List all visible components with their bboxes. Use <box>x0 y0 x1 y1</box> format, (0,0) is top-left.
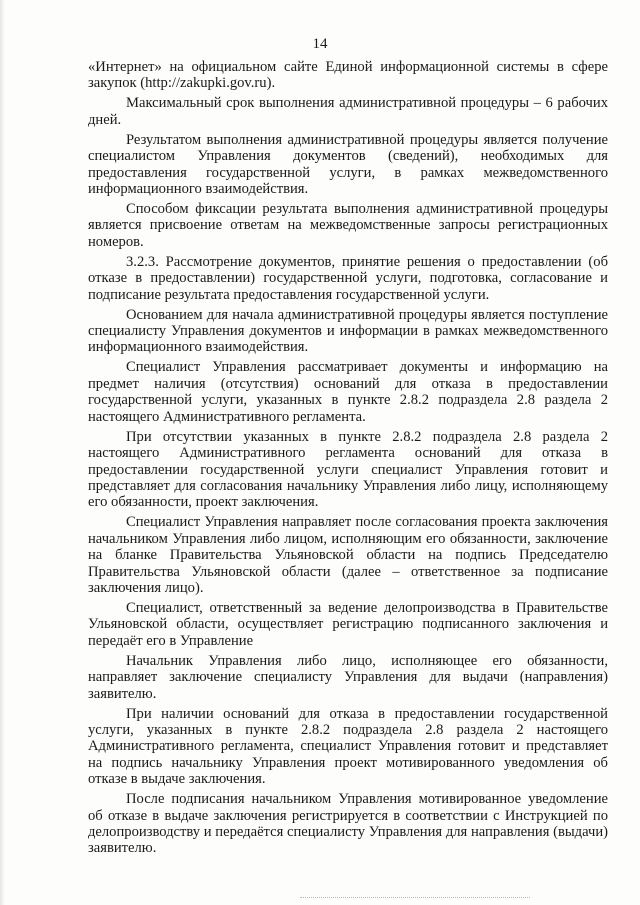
paragraph: Максимальный срок выполнения административной процедуры – 6 рабочих дней. <box>88 95 608 128</box>
paragraph: Результатом выполнения административной процедуры является получение специалистом Управления документов (сведений), необходимых для предоставления государственной услуги, в рамках межведомственного информационного взаимодействия. <box>88 131 608 198</box>
paragraph: Основанием для начала административной процедуры является поступление специалисту Управления документов и информации в рамках межведомственного информационного взаимодействия. <box>88 306 608 356</box>
paragraph: Способом фиксации результата выполнения административной процедуры является присвоение ответам на межведомственные запросы регистрационных номеров. <box>88 201 608 250</box>
paragraph: При наличии оснований для отказа в предоставлении государственной услуги, указанных в пункте 2.8.2 подраздела 2.8 раздела 2 настоящего Административного регламента, специалист Управления готовит и представляет на подпись начальнику Управления проект мотивированного уведомления об отказе в выдаче заключения. <box>88 705 608 788</box>
paragraph: Специалист Управления направляет после согласования проекта заключения начальником Управления либо лицом, исполняющим его обязанности, заключение на бланке Правительства Ульяновской области на подпись Председателю Правительства Ульяновской области (далее – ответственное за подписание заключения лицо). <box>88 514 608 596</box>
paragraph: Начальник Управления либо лицо, исполняющее его обязанности, направляет заключение специалисту Управления для выдачи (направления) заявителю. <box>88 652 608 702</box>
paragraph-continuation: «Интернет» на официальном сайте Единой информационной системы в сфере закупок (http://zakupki.gov.ru). <box>88 59 608 92</box>
scan-artifact-line <box>300 897 530 899</box>
scan-edge-shadow <box>0 0 5 905</box>
paragraph: Специалист, ответственный за ведение делопроизводства в Правительстве Ульяновской области, осуществляет регистрацию подписанного заключения и передаёт его в Управление <box>88 599 608 649</box>
page-number: 14 <box>312 36 328 52</box>
paragraph: При отсутствии указанных в пункте 2.8.2 подраздела 2.8 раздела 2 настоящего Административного регламента оснований для отказа в предоставлении государственной услуги специалист Управления готовит и представляет для согласования начальнику Управления либо лицу, исполняющему его обязанности, проект заключения. <box>88 428 608 511</box>
paragraph: Специалист Управления рассматривает документы и информацию на предмет наличия (отсутствия) оснований для отказа в предоставлении государственной услуги, указанных в пункте 2.8.2 подраздела 2.8 раздела 2 настоящего Административного регламента. <box>88 359 608 425</box>
paragraph: После подписания начальником Управления мотивированное уведомление об отказе в выдаче заключения регистрируется в соответствии с Инструкцией по делопроизводству и передаётся специалисту Управления для направления (выдачи) заявителю. <box>88 791 608 857</box>
section-heading-paragraph: 3.2.3. Рассмотрение документов, принятие решения о предоставлении (об отказе в предоставлении) государственной услуги, подготовка, согласование и подписание результата предоставления государственной услуги. <box>88 253 608 303</box>
document-body <box>88 59 608 860</box>
